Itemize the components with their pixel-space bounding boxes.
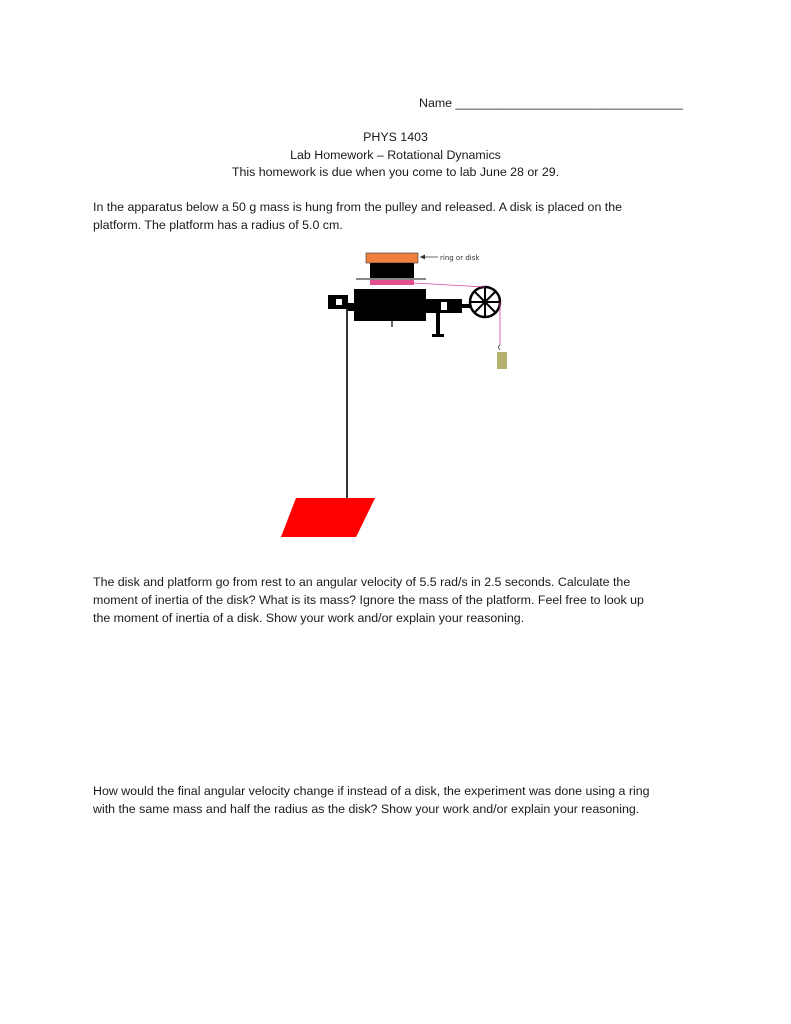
question-2-line: with the same mass and half the radius as the disk? Show your work and/or explain your reasoning.: [93, 802, 640, 816]
rotational-apparatus-diagram: [270, 245, 520, 545]
question-1-line: moment of inertia of the disk? What is its mass? Ignore the mass of the platform. Feel free to look up: [93, 593, 644, 607]
arrow-head-icon: [420, 255, 425, 260]
due-date-note: This homework is due when you come to lab June 28 or 29.: [231, 165, 560, 179]
arm-leg: [436, 313, 440, 335]
arm-slot: [441, 302, 447, 310]
intro-line: platform. The platform has a radius of 5.0 cm.: [93, 218, 343, 232]
annotation-label: ring or disk: [440, 254, 480, 262]
name-field-line: Name _________________________________: [419, 96, 683, 110]
course-title: PHYS 1403: [363, 130, 428, 144]
disk: [366, 253, 418, 263]
platform-hub: [370, 263, 414, 278]
intro-line: In the apparatus below a 50 g mass is hung from the pulley and released. A disk is placed on the: [93, 200, 622, 214]
question-1-line: the moment of inertia of a disk. Show your work and/or explain your reasoning.: [93, 611, 525, 625]
question-1: [93, 573, 713, 627]
question-2-line: How would the final angular velocity change if instead of a disk, the experiment was done using a ring: [93, 784, 650, 798]
platform-plate: [356, 278, 426, 280]
body-link: [348, 303, 358, 311]
clamp-hole: [336, 299, 342, 305]
pulley-spokes: [471, 288, 499, 316]
arm-foot: [432, 334, 444, 337]
intro-paragraph: [93, 198, 713, 234]
string: [414, 283, 485, 287]
apparatus-body: [354, 289, 426, 321]
question-1-line: The disk and platform go from rest to an angular velocity of 5.5 rad/s in 2.5 seconds. Calculate the: [93, 575, 631, 589]
hook-icon: [499, 345, 501, 350]
question-2: [93, 782, 713, 818]
hanging-mass: [497, 352, 507, 369]
pulley-spool: [370, 280, 414, 285]
homework-subtitle: Lab Homework – Rotational Dynamics: [290, 148, 501, 162]
